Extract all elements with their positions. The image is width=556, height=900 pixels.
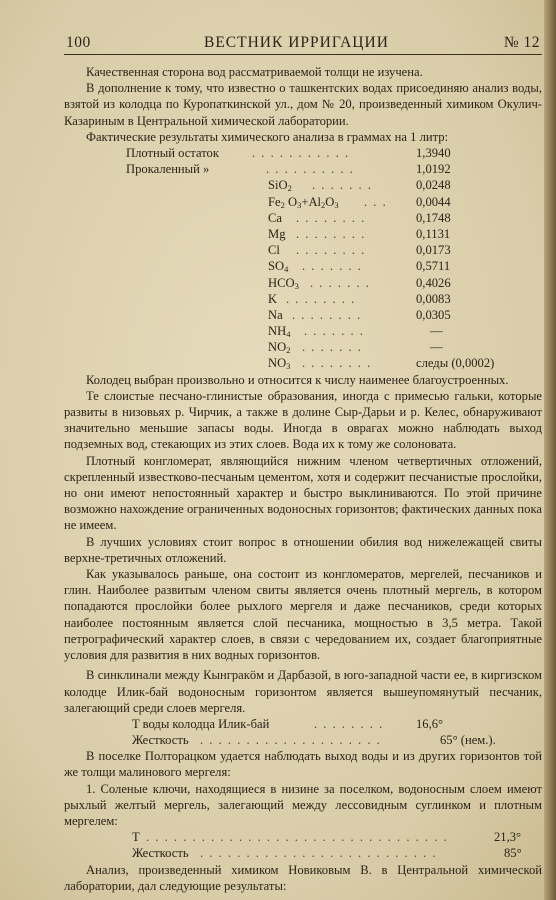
analysis-label: $Fe_2$ $O_3+Al_2O_3$ bbox=[268, 194, 339, 210]
paragraph-7: Как указывалось раньше, она состоит из конгломератов, мергелей, песчаников и глин. Наиболее развитым членом свиты является очень плотный мергель, в котором попадаются прослойки более рыхлого мергеля и даже песчаников, среди которых наиболее постоянным является слой песчаника, мощностью в 3,5 метра. Такой петрографический характер слоев, в связи с чередованием их, создает благоприятные условия для развития в них водных горизонтов. bbox=[64, 567, 542, 663]
paragraph-5: Плотный конгломерат, являющийся нижним членом четвертичных отложений, скрепленный известково-песчаным цементом, хотя и содержит песчанистые прослойки, но они имеют непостоянный характер и быстро выклиниваются. По этой причине возможно нахождение ограниченных водоносных горизонтов; фактических данных пока не имеем. bbox=[64, 453, 542, 533]
analysis-row bbox=[64, 161, 542, 177]
journal-title: ВЕСТНИК ИРРИГАЦИИ bbox=[204, 34, 389, 51]
leader-dots: . . . . . . . bbox=[302, 340, 363, 355]
analysis-row bbox=[64, 226, 542, 242]
analysis-label: Mg bbox=[268, 226, 286, 241]
analysis-label: Плотный остаток bbox=[126, 146, 219, 161]
paragraph-3: Колодец выбран произвольно и относится к числу наименее благоустроенных. bbox=[86, 372, 509, 387]
measurement-value: 65° (нем.). bbox=[440, 733, 496, 748]
analysis-value: 0,1748 bbox=[416, 210, 451, 225]
leader-dots: . . . . . . . . . . . . . . . . . . . . bbox=[200, 733, 382, 748]
analysis-intro: Фактические результаты химического анализа в граммах на 1 литр: bbox=[86, 129, 449, 144]
leader-dots: . . . . . . . . . . bbox=[266, 162, 355, 177]
page-number: 100 bbox=[66, 34, 91, 51]
page-header bbox=[66, 34, 540, 56]
analysis-value: следы (0,0002) bbox=[416, 356, 495, 371]
analysis-label: Ca bbox=[268, 210, 282, 225]
paragraph-4: Те слоистые песчано-глинистые образования, иногда с примесью гальки, которые развиты в низовьях р. Чирчик, а также в долине Сыр-Дарьи и р. Келес, обнаруживают значительно меньшие запасы воды. Иногда в оврагах можно наблюдать выход подземных вод, стекающих из этих слоев. Вода их к тому же солоновата. bbox=[64, 388, 542, 452]
paragraph-2: В дополнение к тому, что известно о ташкентских водах присоединяю анализ воды, взятой из колодца по Куропаткинской ул., дом № 20, произведенный химиком Окулич-Казариным в Центральной химической лаборатории. bbox=[64, 81, 542, 128]
analysis-row bbox=[64, 323, 542, 339]
analysis-row bbox=[64, 210, 542, 226]
book-binding-edge bbox=[544, 0, 556, 900]
leader-dots: . . . . . . . . bbox=[302, 356, 372, 371]
measurement-row bbox=[64, 845, 542, 861]
analysis-value: 1,3940 bbox=[416, 146, 451, 161]
analysis-value: — bbox=[430, 340, 443, 355]
paragraph-8: В синклинали между Кынгракöм и Дарбазой, в юго-западной части ее, в киргизском колодце Илик-бай водоносным горизонтом является вышеупомянутый песчаник, залегающий среди слоев мергеля. bbox=[64, 668, 542, 715]
measurement-value: 21,3° bbox=[494, 830, 522, 845]
analysis-row bbox=[64, 177, 542, 193]
analysis-row bbox=[64, 291, 542, 307]
analysis-label: Прокаленный » bbox=[126, 162, 210, 177]
analysis-value: 0,4026 bbox=[416, 275, 451, 290]
analysis-row bbox=[64, 307, 542, 323]
analysis-row bbox=[64, 339, 542, 355]
leader-dots: . . . . . . . bbox=[302, 259, 363, 274]
leader-dots: . . . . . . . bbox=[312, 178, 373, 193]
leader-dots: . . . . . . . bbox=[304, 324, 365, 339]
paragraph-10: 1. Соленые ключи, находящиеся в низине за поселком, водоносным слоем имеют рыхлый желтый мергель, залегающий между лессовидным суглинком и плотным мергелем: bbox=[64, 781, 542, 829]
measurement-row bbox=[64, 829, 542, 845]
page-body bbox=[64, 64, 542, 894]
analysis-value: 0,1131 bbox=[416, 226, 451, 241]
leader-dots: . . . . . . . . . . . . . . . . . . . . . . . . . . bbox=[200, 846, 438, 861]
analysis-label: SiO$_2$ bbox=[268, 178, 292, 194]
paragraph-6: В лучших условиях стоит вопрос в отношении обилия вод нижележащей свиты верхне-третичных отложений. bbox=[64, 534, 542, 565]
analysis-value: 1,0192 bbox=[416, 162, 451, 177]
analysis-label: K bbox=[268, 291, 278, 306]
header-rule bbox=[64, 54, 542, 55]
analysis-value: 0,0173 bbox=[416, 243, 451, 258]
measurement-row bbox=[64, 732, 542, 748]
leader-dots: . . . . . . . . bbox=[296, 210, 366, 225]
leader-dots: . . . . . . . . . . . bbox=[252, 146, 350, 161]
leader-dots: . . . . . . . . bbox=[296, 243, 366, 258]
analysis-table bbox=[64, 145, 542, 372]
analysis-value: 0,0044 bbox=[416, 194, 451, 209]
analysis-value: 0,0083 bbox=[416, 291, 451, 306]
measurement-label: Жесткость bbox=[132, 846, 189, 861]
analysis-value: 0,0248 bbox=[416, 178, 451, 193]
leader-dots: . . . . . . . . . . . . . . . . . . . . . . . . . . . . . . . . . bbox=[146, 830, 449, 845]
leader-dots: . . . bbox=[364, 194, 388, 209]
analysis-row bbox=[64, 145, 542, 161]
analysis-label: Na bbox=[268, 307, 283, 322]
analysis-value: — bbox=[430, 324, 443, 339]
analysis-label: $NO_2$ bbox=[268, 340, 291, 356]
paragraph-1: Качественная сторона вод рассматриваемой толщи не изучена. bbox=[86, 65, 423, 79]
analysis-row bbox=[64, 275, 542, 291]
leader-dots: . . . . . . . . bbox=[286, 291, 356, 306]
analysis-label: $SO_4$ bbox=[268, 259, 289, 275]
leader-dots: . . . . . . . . bbox=[296, 226, 366, 241]
analysis-value: 0,5711 bbox=[416, 259, 451, 274]
analysis-label: $NO_3$ bbox=[268, 356, 291, 372]
measurement-row bbox=[64, 716, 542, 732]
analysis-label: Cl bbox=[268, 243, 280, 258]
analysis-row bbox=[64, 242, 542, 258]
analysis-row bbox=[64, 194, 542, 210]
analysis-value: 0,0305 bbox=[416, 307, 451, 322]
analysis-row bbox=[64, 355, 542, 371]
measurement-label: T воды колодца Илик-бай bbox=[132, 716, 270, 731]
measurement-value: 85° bbox=[504, 846, 522, 861]
leader-dots: . . . . . . . . bbox=[314, 716, 384, 731]
leader-dots: . . . . . . . bbox=[310, 275, 371, 290]
paragraph-9: В поселке Полторацком удается наблюдать выход воды и из других горизонтов той же толщи малинового мергеля: bbox=[64, 749, 542, 780]
measurement-label: T bbox=[132, 830, 140, 845]
measurement-value: 16,6° bbox=[416, 716, 444, 731]
paragraph-11: Анализ, произведенный химиком Новиковым В. в Центральной химической лаборатории, дал следующие результаты: bbox=[64, 862, 542, 893]
issue-number: № 12 bbox=[503, 34, 540, 51]
analysis-label: $NH_4$ bbox=[268, 324, 291, 340]
measurement-label: Жесткость bbox=[132, 733, 189, 748]
leader-dots: . . . . . . . . bbox=[292, 307, 362, 322]
analysis-row bbox=[64, 258, 542, 274]
analysis-label: $HCO_3$ bbox=[268, 275, 299, 291]
